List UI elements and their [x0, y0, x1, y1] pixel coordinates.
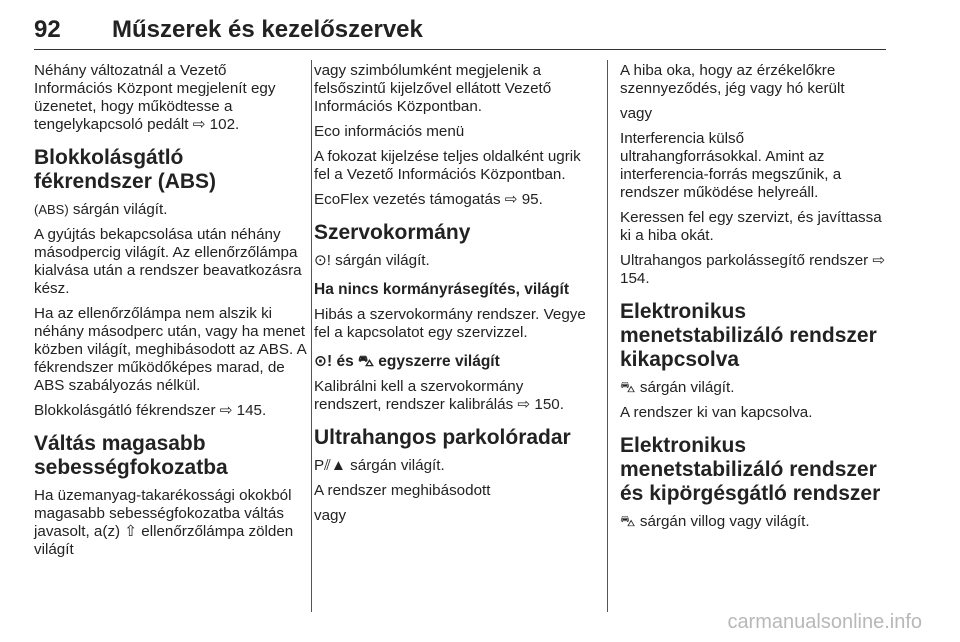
upshift-text: [34, 487, 306, 559]
eco-menu-text: A fokozat kijelzése teljes oldalként ugrik fel a Vezető Információs Központban.: [314, 148, 581, 183]
no-assist-heading: Ha nincs kormányrásegítés, világít: [314, 281, 569, 298]
column-divider-2: [607, 60, 608, 612]
both-lit-heading: ⊙! és ⛍ egyszerre világít: [314, 353, 500, 370]
continued-text: vagy szimbólumként megjelenik a felsőszintű kijelzővel ellátott Vezető Információs Központban.: [314, 62, 552, 115]
steering-status-text: sárgán világít.: [330, 252, 430, 269]
or-text: vagy: [314, 507, 347, 524]
abs-text-2: Ha az ellenőrzőlámpa nem alszik ki néhány másodperc után, vagy ha menet közben világít, meghibásodott az ABS. A fékrendszer működőképes marad, de ABS szabályozás nélkül.: [34, 305, 306, 394]
steering-heading: Szervokormány: [314, 221, 471, 244]
parking-status-text: sárgán világít.: [345, 457, 445, 474]
steering-status: [314, 252, 594, 270]
abs-status: [34, 201, 306, 219]
abs-status-text: sárgán világít.: [68, 201, 168, 218]
column-2: [314, 62, 594, 532]
abs-text-1: A gyújtás bekapcsolása után néhány másodpercig világít. Az ellenőrzőlámpa kialvása után a rendszer beavatkozásra kész.: [34, 226, 302, 297]
page-number: 92: [34, 16, 61, 43]
cause-text: A hiba oka, hogy az érzékelőkre szennyeződés, jég vagy hó került: [620, 62, 845, 97]
abs-reference: Blokkolásgátló fékrendszer ⇨ 145.: [34, 402, 267, 419]
ecoflex-reference: EcoFlex vezetés támogatás ⇨ 95.: [314, 191, 543, 208]
esc-status-text: sárgán villog vagy világít.: [635, 513, 810, 530]
esc-off-icon: ⛍: [620, 379, 636, 396]
upshift-arrow-icon: ⇧: [124, 523, 138, 540]
parking-status: [314, 457, 594, 475]
service-text: Keressen fel egy szervizt, és javíttassa ki a hiba okát.: [620, 209, 882, 244]
column-1: [34, 62, 306, 566]
steering-warning-icon: ⊙!: [314, 252, 331, 269]
or-text-2: vagy: [620, 105, 653, 122]
page-title: Műszerek és kezelőszervek: [112, 16, 423, 43]
parking-heading: Ultrahangos parkolóradar: [314, 426, 571, 449]
upshift-heading: Váltás magasabb sebességfokozatba: [34, 432, 228, 479]
abs-heading: Blokkolásgátló fékrendszer (ABS): [34, 146, 217, 193]
interference-text: Interferencia külső ultrahangforrásokkal. Amint az interferencia-forrás megszűnik, a rendszer működése helyreáll.: [620, 130, 842, 201]
parking-fault-text: A rendszer meghibásodott: [314, 482, 491, 499]
header-rule: [34, 49, 886, 50]
eco-menu-label: Eco információs menü: [314, 123, 465, 140]
intro-text: Néhány változatnál a Vezető Információs Központ megjelenít egy üzenetet, hogy működtesse a tengelykapcsoló pedált ⇨ 102.: [34, 62, 276, 133]
parking-reference: Ultrahangos parkolássegítő rendszer ⇨ 154.: [620, 252, 886, 287]
esc-off-heading: Elektronikus menetstabilizáló rendszer kikapcsolva: [620, 300, 877, 371]
upshift-text-post: ellenőrzőlámpa zölden világít: [34, 523, 294, 558]
column-divider-1: [311, 60, 312, 612]
watermark: carmanualsonline.info: [727, 611, 922, 633]
esc-status: [620, 513, 890, 531]
esc-heading: Elektronikus menetstabilizáló rendszer és kipörgésgátló rendszer: [620, 434, 881, 505]
upshift-text-pre: Ha üzemanyag-takarékossági okokból magasabb sebességfokozatba váltás javasolt, a(z): [34, 487, 292, 540]
esc-off-text: A rendszer ki van kapcsolva.: [620, 404, 813, 421]
esc-icon: ⛍: [620, 513, 636, 530]
abs-warning-icon: (ABS): [34, 202, 69, 217]
esc-off-status-text: sárgán világít.: [635, 379, 735, 396]
page-header: [34, 12, 886, 48]
both-lit-text: Kalibrálni kell a szervokormány rendszert, rendszer kalibrálás ⇨ 150.: [314, 378, 564, 413]
esc-off-status: [620, 379, 890, 397]
no-assist-text: Hibás a szervokormány rendszer. Vegye fel a kapcsolatot egy szervizzel.: [314, 306, 586, 341]
column-3: [620, 62, 890, 538]
parking-sensor-icon: P⫽▲: [314, 457, 346, 474]
